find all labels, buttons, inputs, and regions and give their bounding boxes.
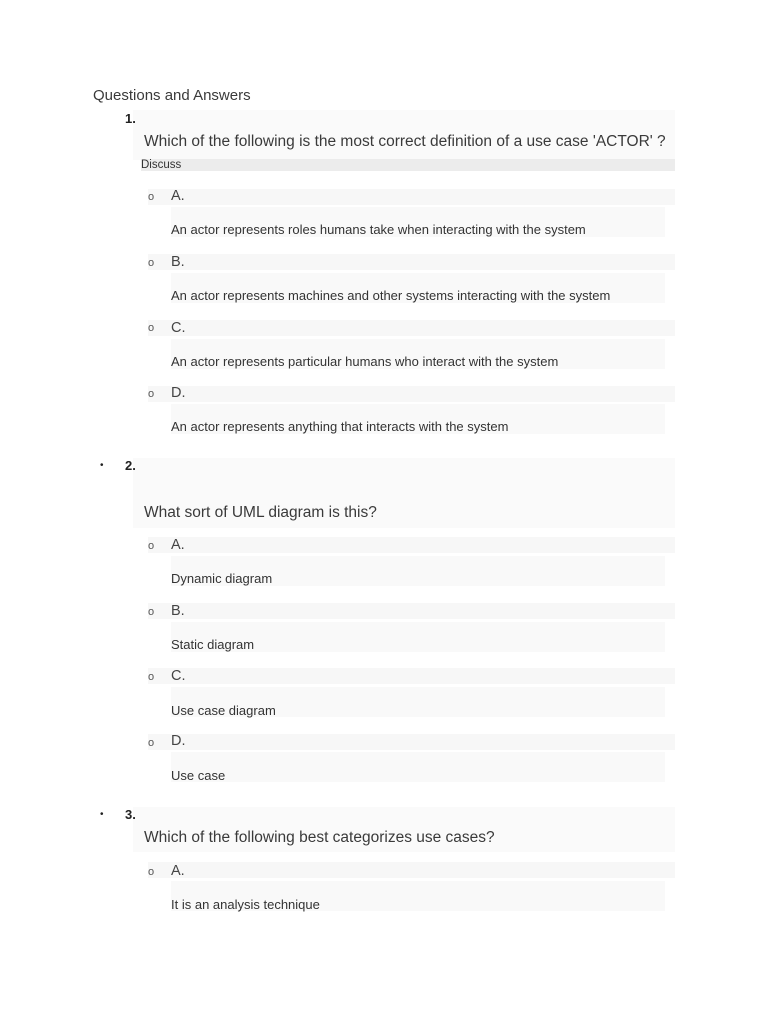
option-letter[interactable]: D.: [171, 385, 186, 401]
option-answer[interactable]: Use case: [171, 768, 226, 783]
option-header-bg: [148, 734, 675, 750]
option-answer[interactable]: Dynamic diagram: [171, 571, 273, 586]
question-number: 2.: [125, 458, 136, 473]
option-header-bg: [148, 254, 675, 270]
option-header-bg: [148, 320, 675, 336]
option-letter[interactable]: C.: [171, 320, 186, 336]
question-text: Which of the following is the most correct definition of a use case 'ACTOR' ?: [144, 133, 666, 150]
option-header-bg: [148, 668, 675, 684]
option-bullet: o: [148, 606, 155, 618]
option-answer[interactable]: An actor represents anything that interacts with the system: [171, 419, 509, 434]
option-bullet: o: [148, 388, 155, 400]
option-header-bg: [148, 537, 675, 553]
question-bullet: •: [100, 460, 104, 471]
option-answer[interactable]: An actor represents roles humans take when interacting with the system: [171, 222, 586, 237]
option-header-bg: [148, 862, 675, 878]
option-letter[interactable]: A.: [171, 537, 185, 553]
option-answer[interactable]: Use case diagram: [171, 703, 276, 718]
option-letter[interactable]: B.: [171, 603, 185, 619]
answer-bg: [171, 752, 665, 782]
option-bullet: o: [148, 257, 155, 269]
option-bullet: o: [148, 671, 155, 683]
option-header-bg: [148, 189, 675, 205]
option-answer[interactable]: Static diagram: [171, 637, 255, 652]
question-bullet: •: [100, 809, 104, 820]
option-bullet: o: [148, 540, 155, 552]
option-bullet: o: [148, 737, 155, 749]
option-answer[interactable]: An actor represents particular humans who interact with the system: [171, 354, 559, 369]
option-letter[interactable]: A.: [171, 188, 185, 204]
option-bullet: o: [148, 866, 155, 878]
document-title: Questions and Answers: [93, 87, 251, 104]
option-bullet: o: [148, 191, 155, 203]
option-letter[interactable]: D.: [171, 733, 186, 749]
discuss-link[interactable]: Discuss: [141, 159, 675, 171]
question-number: 3.: [125, 807, 136, 822]
option-answer[interactable]: It is an analysis technique: [171, 897, 320, 912]
option-letter[interactable]: A.: [171, 863, 185, 879]
option-header-bg: [148, 386, 675, 402]
option-bullet: o: [148, 322, 155, 334]
option-letter[interactable]: B.: [171, 254, 185, 270]
question-text: Which of the following best categorizes use cases?: [144, 829, 495, 846]
option-header-bg: [148, 603, 675, 619]
option-answer[interactable]: An actor represents machines and other systems interacting with the system: [171, 288, 611, 303]
question-number: 1.: [125, 111, 136, 126]
question-text: What sort of UML diagram is this?: [144, 504, 377, 521]
option-letter[interactable]: C.: [171, 668, 186, 684]
